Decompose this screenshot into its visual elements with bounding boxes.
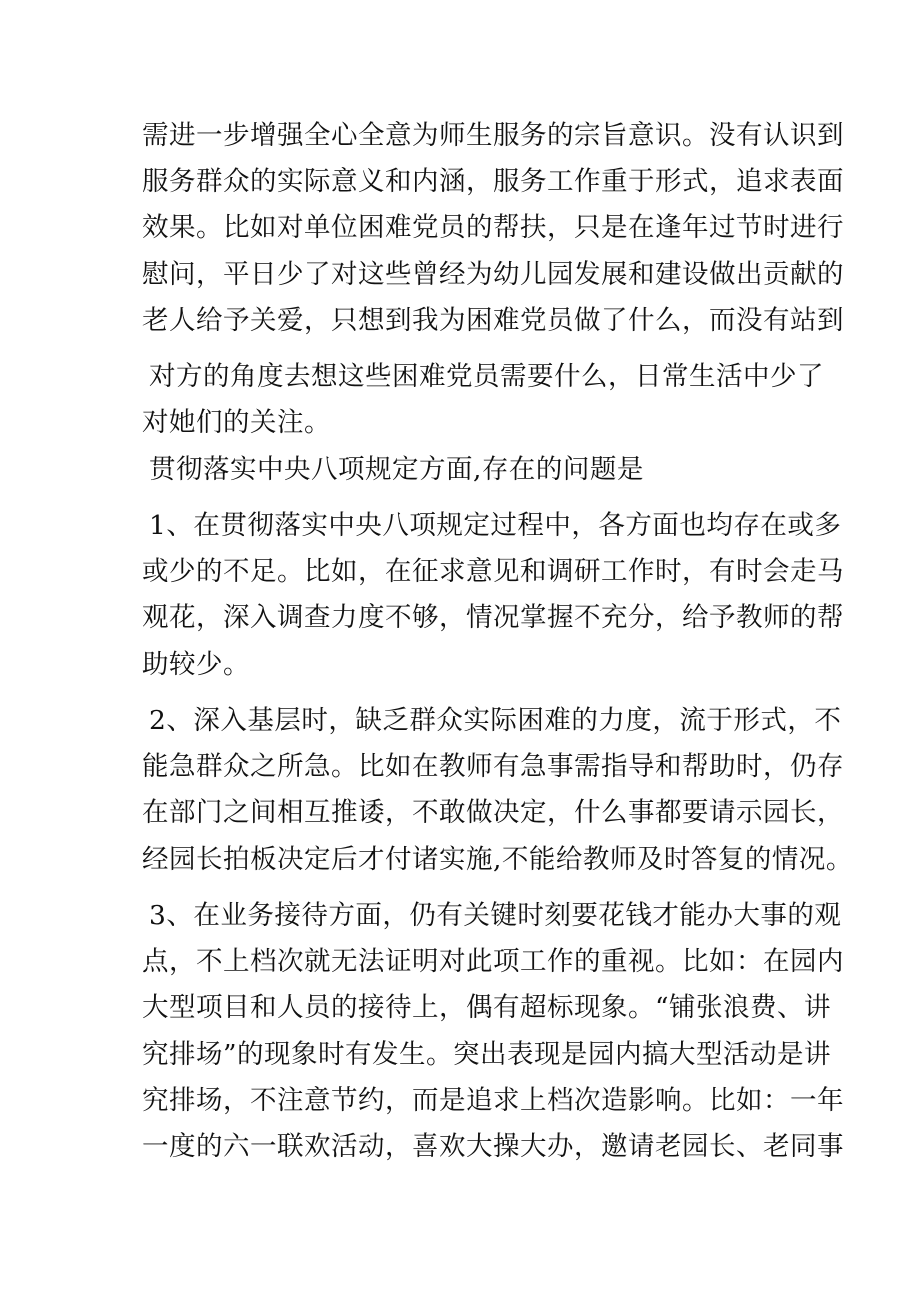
item-3-line-1: 3、在业务接待方面，仍有关键时刻要花钱才能办大事的观	[149, 900, 842, 931]
section-heading: 贯彻落实中央八项规定方面,存在的问题是	[149, 454, 644, 485]
item-3-line-2: 点，不上档次就无法证明对此项工作的重视。比如：在园内	[142, 946, 844, 977]
item-3-line-4: 究排场”的现象时有发生。突出表现是园内搞大型活动是讲	[142, 1039, 832, 1070]
item-3-line-3: 大型项目和人员的接待上，偶有超标现象。“铺张浪费、讲	[142, 992, 832, 1023]
item-1-line-1: 1、在贯彻落实中央八项规定过程中，各方面也均存在或多	[149, 510, 842, 541]
item-3-line-6: 一度的六一联欢活动，喜欢大操大办，邀请老园长、老同事	[142, 1131, 844, 1162]
item-2-line-1: 2、深入基层时，缺乏群众实际困难的力度，流于形式，不	[149, 705, 842, 736]
item-2-line-2: 能急群众之所急。比如在教师有急事需指导和帮助时，仍存	[142, 751, 844, 782]
item-3-line-5: 究排场，不注意节约，而是追求上档次造影响。比如：一年	[142, 1085, 844, 1116]
paragraph-line-1: 需进一步增强全心全意为师生服务的宗旨意识。没有认识到	[142, 120, 844, 151]
item-1-line-2: 或少的不足。比如，在征求意见和调研工作时，有时会走马	[142, 556, 844, 587]
item-2-line-4: 经园长拍板决定后才付诸实施,不能给教师及时答复的情况。	[142, 844, 853, 875]
item-1-line-3: 观花，深入调查力度不够，情况掌握不充分，给予教师的帮	[142, 602, 844, 633]
paragraph-line-4: 慰问，平日少了对这些曾经为幼儿园发展和建设做出贡献的	[142, 259, 844, 290]
paragraph-line-7: 对她们的关注。	[142, 407, 331, 438]
item-2-line-3: 在部门之间相互推诿，不敢做决定，什么事都要请示园长，	[142, 797, 844, 828]
paragraph-line-2: 服务群众的实际意义和内涵，服务工作重于形式，追求表面	[142, 166, 844, 197]
item-1-line-4: 助较少。	[142, 649, 250, 680]
paragraph-line-3: 效果。比如对单位困难党员的帮扶，只是在逢年过节时进行	[142, 212, 844, 243]
paragraph-line-5: 老人给予关爱，只想到我为困难党员做了什么，而没有站到	[142, 305, 844, 336]
paragraph-line-6: 对方的角度去想这些困难党员需要什么，日常生活中少了	[149, 361, 824, 392]
